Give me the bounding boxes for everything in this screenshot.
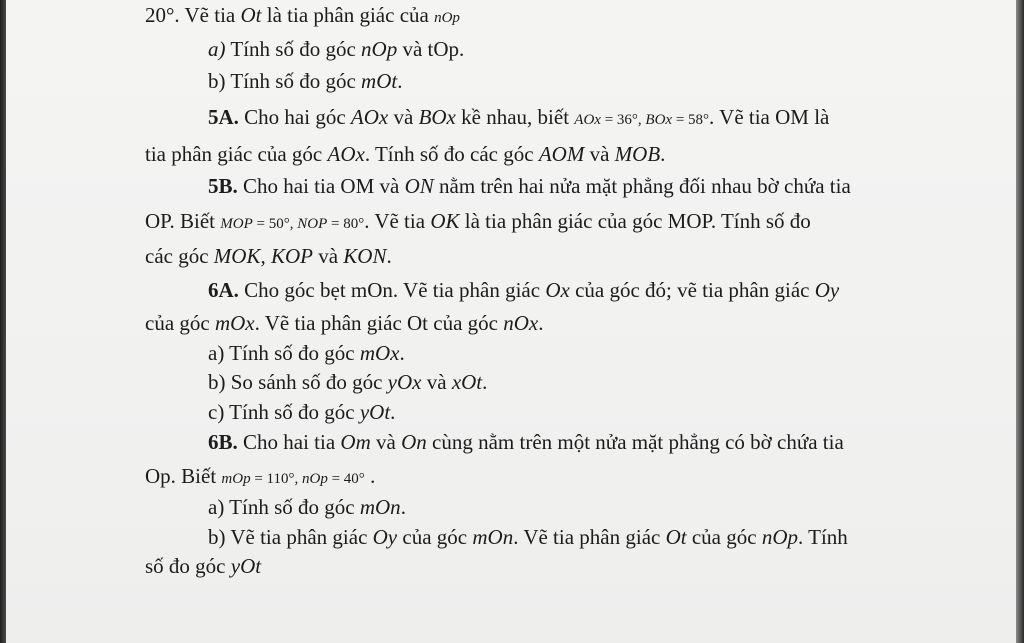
formula-part: NOP xyxy=(297,216,328,232)
math-yox: yOx xyxy=(387,370,422,394)
text-line-14 xyxy=(208,429,844,455)
item-label: a) xyxy=(208,37,226,61)
text-segment: . Tính số đo các góc xyxy=(364,142,539,166)
text-line-12 xyxy=(208,369,487,395)
text-segment: b) Tính số đo góc xyxy=(208,69,362,93)
formula-part: = 40° xyxy=(327,471,365,487)
text-line-17 xyxy=(208,524,848,550)
formula-part: BOx xyxy=(645,112,673,128)
math-mob: MOB xyxy=(614,142,661,166)
text-segment: các góc xyxy=(145,244,214,268)
text-line-8 xyxy=(145,243,392,269)
formula-part: mOp xyxy=(221,471,251,487)
text-segment: . Vẽ tia phân giác xyxy=(513,525,666,549)
text-segment: của góc xyxy=(145,311,215,335)
text-line-9 xyxy=(208,277,839,303)
text-line-11 xyxy=(208,340,405,366)
math-box: BOx xyxy=(418,105,456,129)
exercise-label-5b: 5B. xyxy=(208,174,238,198)
formula-part: = 110°, xyxy=(250,471,302,487)
formula-angles xyxy=(220,216,364,232)
text-segment: Cho hai tia xyxy=(237,430,341,454)
formula-part: MOP xyxy=(220,216,253,232)
math-ox: Ox xyxy=(545,278,570,302)
text-segment: . xyxy=(364,464,376,488)
math-nop: nOp xyxy=(361,37,398,61)
text-segment: . xyxy=(400,495,406,519)
text-segment: . xyxy=(397,69,403,93)
text-line-18 xyxy=(145,553,261,579)
text-segment: . Vẽ tia xyxy=(364,209,431,233)
math-xot: xOt xyxy=(451,370,483,394)
text-line-4 xyxy=(208,104,829,130)
text-line-5 xyxy=(145,141,665,167)
math-yot: yOt xyxy=(359,400,391,424)
formula-part: = 80° xyxy=(327,216,365,232)
formula-angles xyxy=(574,112,709,128)
text-line-7 xyxy=(145,208,811,234)
math-mon: mOn xyxy=(472,525,514,549)
formula-part: AOx xyxy=(574,112,601,128)
text-segment: số đo góc xyxy=(145,554,231,578)
text-segment: . xyxy=(660,142,666,166)
text-segment: . Vẽ tia phân giác Ot của góc xyxy=(254,311,504,335)
right-shadow-edge xyxy=(1016,0,1024,643)
text-segment: b) Vẽ tia phân giác xyxy=(208,525,373,549)
text-line-3 xyxy=(208,68,402,94)
text-segment: tia phân giác của góc xyxy=(145,142,328,166)
formula-part: nOp xyxy=(302,471,328,487)
text-segment: . Vẽ tia OM là xyxy=(709,105,830,129)
text-segment: 20°. Vẽ tia xyxy=(145,3,241,27)
text-segment: của góc xyxy=(686,525,762,549)
math-mot: mOt xyxy=(361,69,398,93)
math-ok: OK xyxy=(430,209,460,233)
text-segment: . xyxy=(386,244,392,268)
text-line-13 xyxy=(208,399,395,425)
text-segment: b) So sánh số đo góc xyxy=(208,370,388,394)
text-segment: a) Tính số đo góc xyxy=(208,495,360,519)
text-line-6 xyxy=(208,173,851,199)
text-line-2 xyxy=(208,36,464,62)
math-oy: Oy xyxy=(372,525,398,549)
text-segment: và xyxy=(421,370,452,394)
exercise-label-6a: 6A. xyxy=(208,278,239,302)
text-segment: là tia phân giác của xyxy=(261,3,435,27)
text-line-10 xyxy=(145,310,543,336)
text-segment: và xyxy=(312,244,344,268)
formula-part: = 58° xyxy=(672,112,710,128)
formula-nop: nOp xyxy=(434,10,460,26)
text-segment: a) Tính số đo góc xyxy=(208,341,360,365)
text-segment: c) Tính số đo góc xyxy=(208,400,360,424)
text-line-16 xyxy=(208,494,406,520)
math-mox: mOx xyxy=(214,311,255,335)
text-segment: . Tính xyxy=(798,525,848,549)
text-segment: Cho hai góc xyxy=(238,105,351,129)
text-segment: của góc xyxy=(397,525,473,549)
text-segment: và tOp. xyxy=(397,37,465,61)
formula-part: = 36°, xyxy=(600,112,646,128)
text-segment: OP. Biết xyxy=(145,209,221,233)
text-segment: . xyxy=(390,400,396,424)
text-segment: cùng nằm trên một nửa mặt phẳng có bờ chứa tia xyxy=(426,430,844,454)
text-segment: của góc đó; vẽ tia phân giác xyxy=(569,278,815,302)
document-page xyxy=(6,0,1016,643)
math-ot: Ot xyxy=(665,525,687,549)
text-segment: là tia phân giác của góc MOP. Tính số đo xyxy=(459,209,811,233)
formula-angles xyxy=(221,471,364,487)
text-segment: kề nhau, biết xyxy=(455,105,575,129)
text-segment: . xyxy=(399,341,405,365)
exercise-label-6b: 6B. xyxy=(208,430,238,454)
math-mok-kop: MOK, KOP xyxy=(213,244,313,268)
text-segment: . xyxy=(482,370,488,394)
formula-part: = 50°, xyxy=(252,216,298,232)
text-line-1 xyxy=(145,2,460,28)
math-oy: Oy xyxy=(814,278,840,302)
text-segment: Cho góc bẹt mOn. Vẽ tia phân giác xyxy=(238,278,546,302)
text-line-15 xyxy=(145,463,375,489)
math-aom: AOM xyxy=(538,142,585,166)
text-segment: và xyxy=(370,430,402,454)
math-mon: mOn xyxy=(359,495,401,519)
math-on: ON xyxy=(404,174,434,198)
text-segment: Tính số đo góc xyxy=(225,37,362,61)
text-segment: nằm trên hai nửa mặt phẳng đối nhau bờ chứa tia xyxy=(433,174,851,198)
text-segment: Op. Biết xyxy=(145,464,222,488)
math-aox: AOx xyxy=(327,142,365,166)
text-segment: và xyxy=(584,142,615,166)
text-segment: và xyxy=(388,105,419,129)
math-aox: AOx xyxy=(350,105,389,129)
math-nox: nOx xyxy=(503,311,539,335)
text-segment: . xyxy=(538,311,544,335)
math-yot: yOt xyxy=(230,554,262,578)
math-nop: nOp xyxy=(761,525,798,549)
math-mox: mOx xyxy=(359,341,400,365)
exercise-label-5a: 5A. xyxy=(208,105,239,129)
text-segment: Cho hai tia OM và xyxy=(237,174,405,198)
math-on: On xyxy=(401,430,427,454)
math-kon: KON xyxy=(343,244,387,268)
math-om: Om xyxy=(340,430,371,454)
math-ot: Ot xyxy=(240,3,262,27)
